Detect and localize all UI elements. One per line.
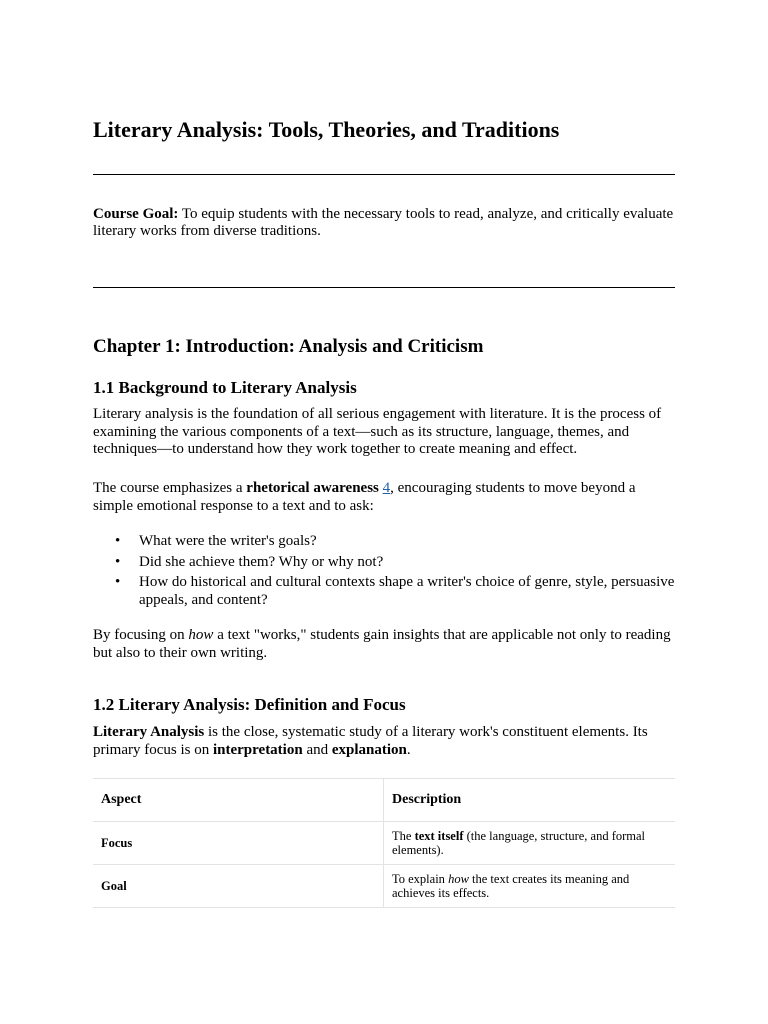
table-header-row — [93, 779, 675, 822]
list-item — [93, 533, 675, 551]
chapter-heading: Chapter 1: Introduction: Analysis and Criticism — [93, 336, 484, 357]
emphasis-literary-analysis: Literary Analysis — [93, 724, 205, 740]
course-goal-label: Course Goal: — [93, 206, 179, 222]
definition-table — [93, 778, 675, 908]
table-cell-description — [384, 822, 676, 865]
section-heading-1-1: 1.1 Background to Literary Analysis — [93, 378, 357, 397]
bullet-icon: • — [115, 533, 121, 549]
paragraph-text: and — [302, 741, 332, 758]
section-1-1-paragraph-2 — [93, 480, 675, 515]
course-goal — [93, 206, 675, 240]
table-cell-aspect: Focus — [93, 822, 384, 865]
list-item — [93, 554, 675, 572]
emphasis-explanation: explanation — [331, 741, 407, 758]
cell-text: the text creates its meaning and achieves its effects. — [392, 872, 630, 900]
table-row — [93, 822, 675, 865]
table-row — [93, 865, 675, 908]
cell-text: The — [392, 829, 415, 843]
paragraph-text: . — [406, 741, 411, 758]
horizontal-rule — [93, 287, 675, 288]
bullet-icon: • — [115, 574, 121, 590]
course-goal-text: To equip students with the necessary tools to read, analyze, and critically evaluate literary works from diverse traditions. — [93, 206, 674, 239]
question-list — [93, 533, 675, 612]
table-header-aspect: Aspect — [93, 779, 384, 822]
citation-link[interactable]: 4 — [382, 480, 391, 496]
table-cell-aspect: Goal — [93, 865, 384, 908]
cell-emphasis: how — [448, 872, 469, 886]
emphasis-rhetorical-awareness: rhetorical awareness — [246, 480, 379, 496]
list-item-text: How do historical and cultural contexts shape a writer's choice of genre, style, persuasive appeals, and content? — [139, 574, 675, 608]
cell-emphasis: text itself — [414, 829, 464, 843]
emphasis-how: how — [188, 627, 214, 643]
bullet-icon: • — [115, 553, 121, 570]
cell-text: (the language, structure, and formal elements). — [392, 829, 646, 857]
section-1-2-paragraph — [93, 724, 675, 759]
paragraph-text: By focusing on — [93, 627, 189, 643]
paragraph-text: a text "works," students gain insights that are applicable not only to reading but also to their own writing. — [93, 627, 671, 661]
table-cell-description — [384, 865, 676, 908]
section-1-1-paragraph-1: Literary analysis is the foundation of all serious engagement with literature. It is the process of examining the various components of a text—such as its structure, language, themes, and techniques—to understand how they work together to create meaning and effect. — [93, 406, 662, 457]
paragraph-text: The course emphasizes a — [93, 480, 247, 496]
cell-text: To explain — [392, 872, 449, 886]
list-item — [93, 574, 675, 609]
paragraph-text: is the close, systematic study of a literary work's constituent elements. Its primary focus is on — [93, 724, 648, 758]
section-1-1-paragraph-3 — [93, 627, 675, 662]
paragraph-text: , encouraging students to move beyond a simple emotional response to a text and to ask: — [93, 480, 636, 514]
document-title: Literary Analysis: Tools, Theories, and Traditions — [93, 117, 560, 142]
list-item-text: What were the writer's goals? — [139, 533, 317, 549]
emphasis-interpretation: interpretation — [212, 741, 303, 758]
section-heading-1-2: 1.2 Literary Analysis: Definition and Focus — [93, 695, 406, 714]
table-header-description: Description — [384, 779, 676, 822]
list-item-text: Did she achieve them? Why or why not? — [139, 553, 384, 570]
horizontal-rule — [93, 174, 675, 175]
